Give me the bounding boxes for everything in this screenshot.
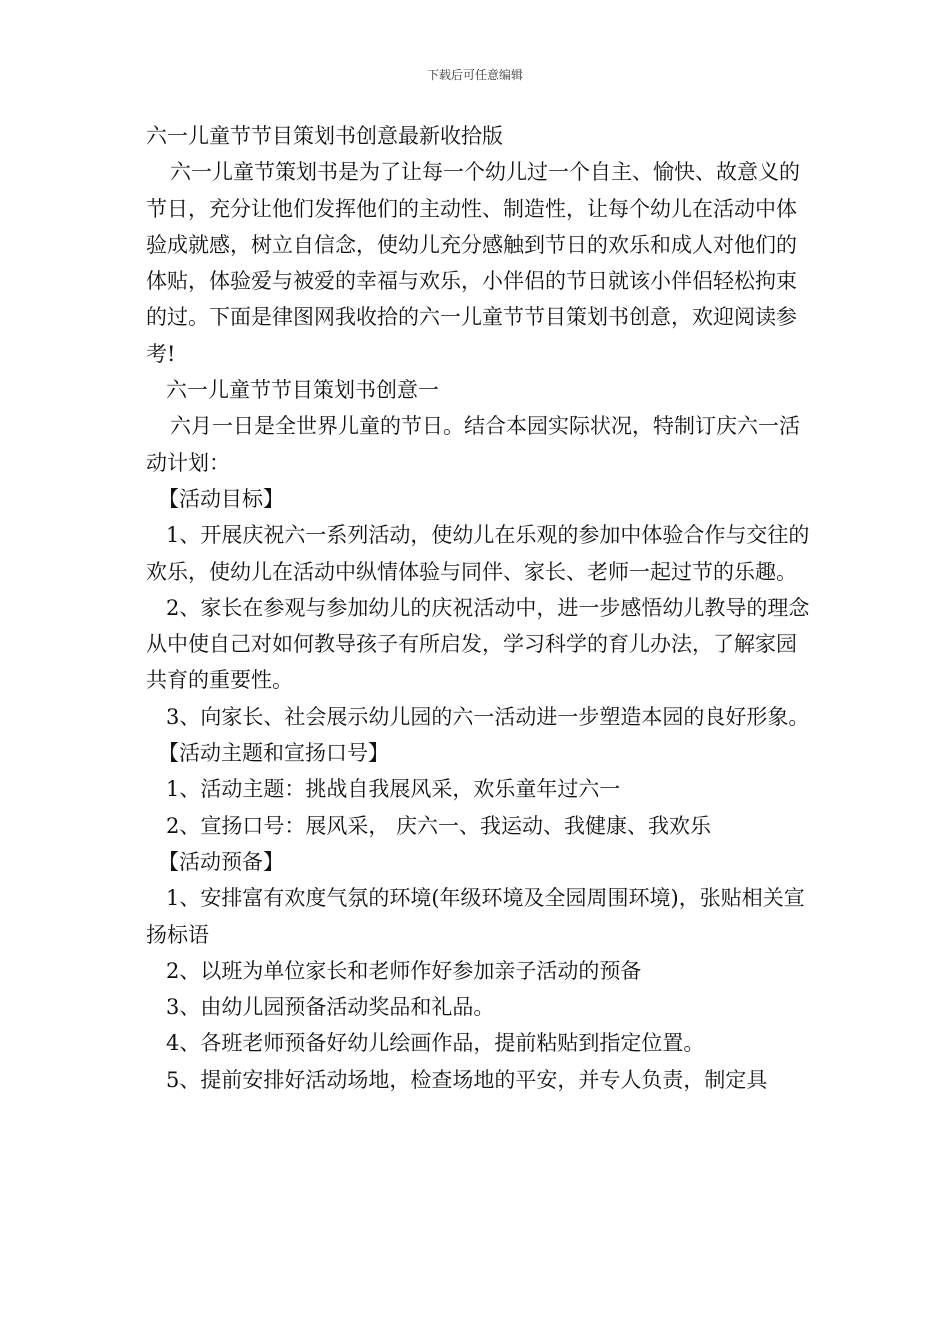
prep-item: 2、以班为单位家长和老师作好参加亲子活动的预备 — [166, 958, 642, 983]
section-intro-paragraph: 六月一日是全世界儿童的节日。结合本园实际状况，特制订庆六一活动计划： — [146, 414, 800, 475]
goal-item: 3、向家长、社会展示幼儿园的六一活动进一步塑造本园的良好形象。 — [166, 704, 810, 729]
goal-item: 1、开展庆祝六一系列活动，使幼儿在乐观的参加中体验合作与交往的欢乐，使幼儿在活动中纵情体验与同伴、家长、老师一起过节的乐趣。 — [146, 523, 810, 584]
prep-item: 4、各班老师预备好幼儿绘画作品，提前粘贴到指定位置。 — [166, 1031, 705, 1056]
section-title: 六一儿童节节目策划书创意一 — [166, 378, 439, 403]
page-header-note: 下载后可任意编辑 — [426, 68, 523, 82]
goal-item: 2、家长在参观与参加幼儿的庆祝活动中，进一步感悟幼儿教导的理念从中使自己对如何教导孩子有所启发，学习科学的育儿办法，了解家园共育的重要性。 — [146, 595, 810, 693]
goals-heading: 【活动目标】 — [158, 486, 284, 511]
theme-item: 1、活动主题：挑战自我展风采，欢乐童年过六一 — [166, 777, 621, 802]
document-title: 六一儿童节节目策划书创意最新收拾版 — [146, 124, 503, 148]
prep-item: 1、安排富有欢度气氛的环境(年级环境及全园周围环境)，张贴相关宣扬标语 — [146, 886, 805, 947]
document-body — [146, 118, 810, 1098]
intro-paragraph: 六一儿童节策划书是为了让每一个幼儿过一个自主、愉快、故意义的节日，充分让他们发挥他们的主动性、制造性，让每个幼儿在活动中体验成就感，树立自信念，使幼儿充分感触到节日的欢乐和成人对他们的体贴，体验爱与被爱的幸福与欢乐，小伴侣的节日就该小伴侣轻松拘束的过。下面是律图网我收拾的六一儿童节节目策划书创意，欢迎阅读参考! — [146, 160, 800, 366]
theme-heading: 【活动主题和宣扬口号】 — [158, 741, 389, 766]
prep-item: 3、由幼儿园预备活动奖品和礼品。 — [166, 995, 495, 1020]
theme-item: 2、宣扬口号：展风采， 庆六一、我运动、我健康、我欢乐 — [166, 813, 712, 838]
prep-heading: 【活动预备】 — [158, 849, 284, 874]
prep-item: 5、提前安排好活动场地，检查场地的平安，并专人负责，制定具 — [166, 1067, 768, 1092]
